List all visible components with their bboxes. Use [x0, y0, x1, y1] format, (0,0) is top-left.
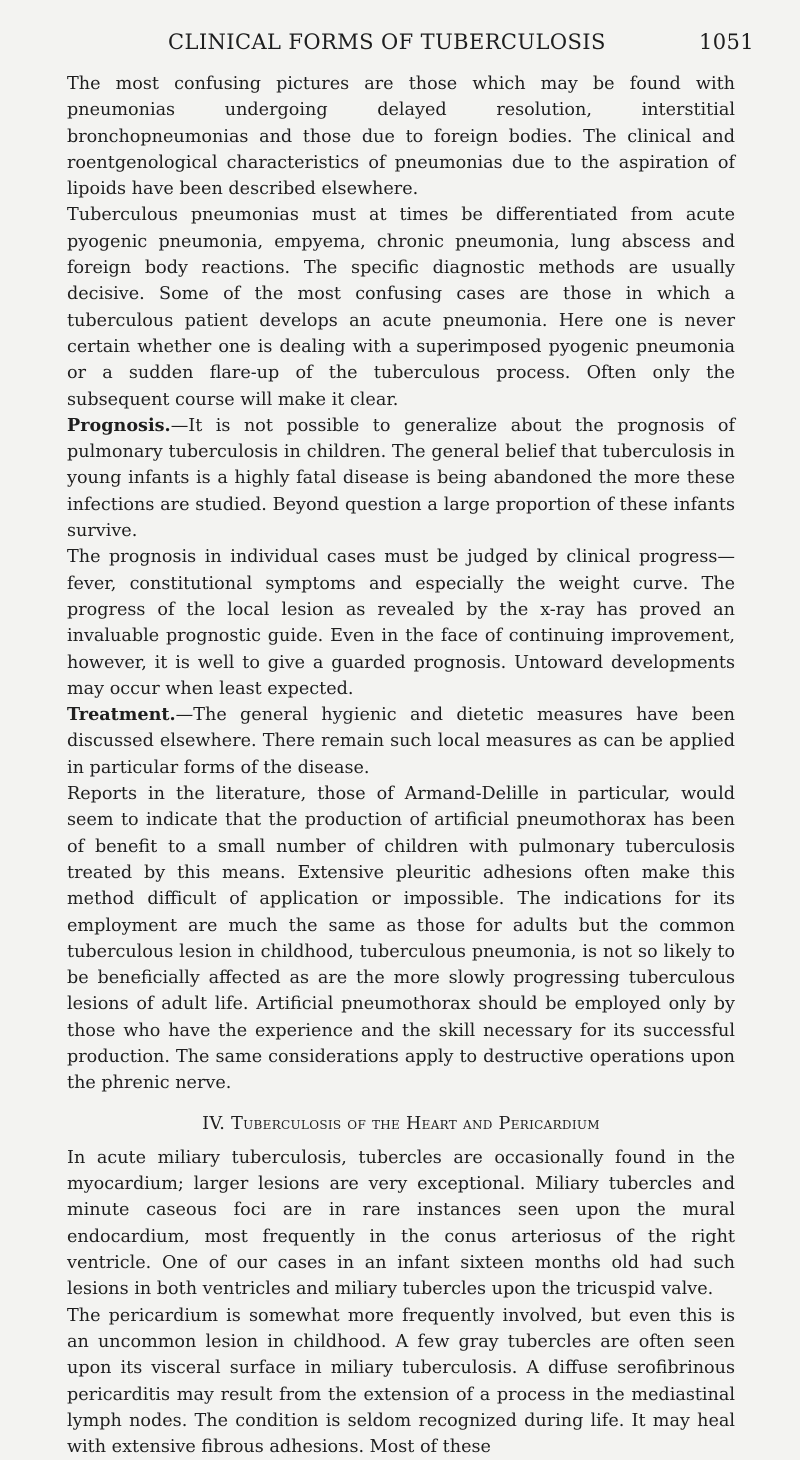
paragraph-treatment: Treatment.—The general hygienic and dietetic measures have been discussed elsewhere. There remain such local measures as can be applied in particular forms of the disease. — [67, 704, 735, 778]
running-head-title: CLINICAL FORMS OF TUBERCULOSIS — [168, 30, 606, 54]
paragraph: Reports in the literature, those of Armand-Delille in particular, would seem to indicate that the production of artificial pneumothorax has been of benefit to a small number of children with pulmonary tuberculosis treated by this means. Extensive pleuritic adhesions often make this method difficult of application or impossible. The indications for its employment are much the same as those for adults but the common tuberculous lesion in childhood, tuberculous pneumonia, is not so likely to be beneficially affected as are the more slowly progressing tuberculous lesions of adult life. Artificial pneumothorax should be employed only by those who have the experience and the skill necessary for its successful production. The same considerations apply to destructive operations upon the phrenic nerve. — [67, 784, 735, 1094]
run-in-heading: Prognosis. — [67, 414, 171, 436]
paragraph: The pericardium is somewhat more frequently involved, but even this is an uncommon lesion in childhood. A few gray tubercles are often seen upon its visceral surface in miliary tuberculosis. A diffuse serofibrinous pericarditis may result from the extension of a process in the mediastinal lymph nodes. The condition is seldom recognized during life. It may heal with extensive fibrous adhesions. Most of these — [67, 1305, 735, 1458]
body-text — [67, 71, 735, 1460]
paragraph: In acute miliary tuberculosis, tubercles are occasionally found in the myocardium; larger lesions are very exceptional. Miliary tubercles and minute caseous foci are in rare instances seen upon the mural endocardium, most frequently in the conus arteriosus of the right ventricle. One of our cases in an infant sixteen months old had such lesions in both ventricles and miliary tubercles upon the tricuspid valve. — [67, 1147, 735, 1300]
paragraph: Tuberculous pneumonias must at times be differentiated from acute pyogenic pneumonia, empyema, chronic pneumonia, lung abscess and foreign body reactions. The specific diagnostic methods are usually decisive. Some of the most confusing cases are those in which a tuberculous patient develops an acute pneumonia. Here one is never certain whether one is dealing with a superimposed pyogenic pneumonia or a sudden flare-up of the tuberculous process. Often only the subsequent course will make it clear. — [67, 205, 735, 410]
page-number: 1051 — [699, 30, 755, 54]
paragraph: The prognosis in individual cases must be judged by clinical progress—fever, constitutional symptoms and especially the weight curve. The progress of the local lesion as revealed by the x-ray has proved an invaluable prognostic guide. Even in the face of continuing improvement, however, it is well to give a guarded prognosis. Untoward developments may occur when least expected. — [67, 547, 735, 699]
paragraph-prognosis: Prognosis.—It is not possible to generalize about the prognosis of pulmonary tuberculosis in children. The general belief that tuberculosis in young infants is a highly fatal disease is being abandoned the more these infections are studied. Beyond question a large proportion of these infants survive. — [67, 414, 735, 542]
paragraph: The most confusing pictures are those which may be found with pneumonias undergoing delayed resolution, interstitial bronchopneumonias and those due to foreign bodies. The clinical and roentgenological characteristics of pneumonias due to the aspiration of lipoids have been described elsewhere. — [67, 74, 735, 200]
run-in-heading: Treatment. — [67, 704, 176, 726]
section-heading: IV. Tuberculosis of the Heart and Pericardium — [202, 1113, 600, 1134]
